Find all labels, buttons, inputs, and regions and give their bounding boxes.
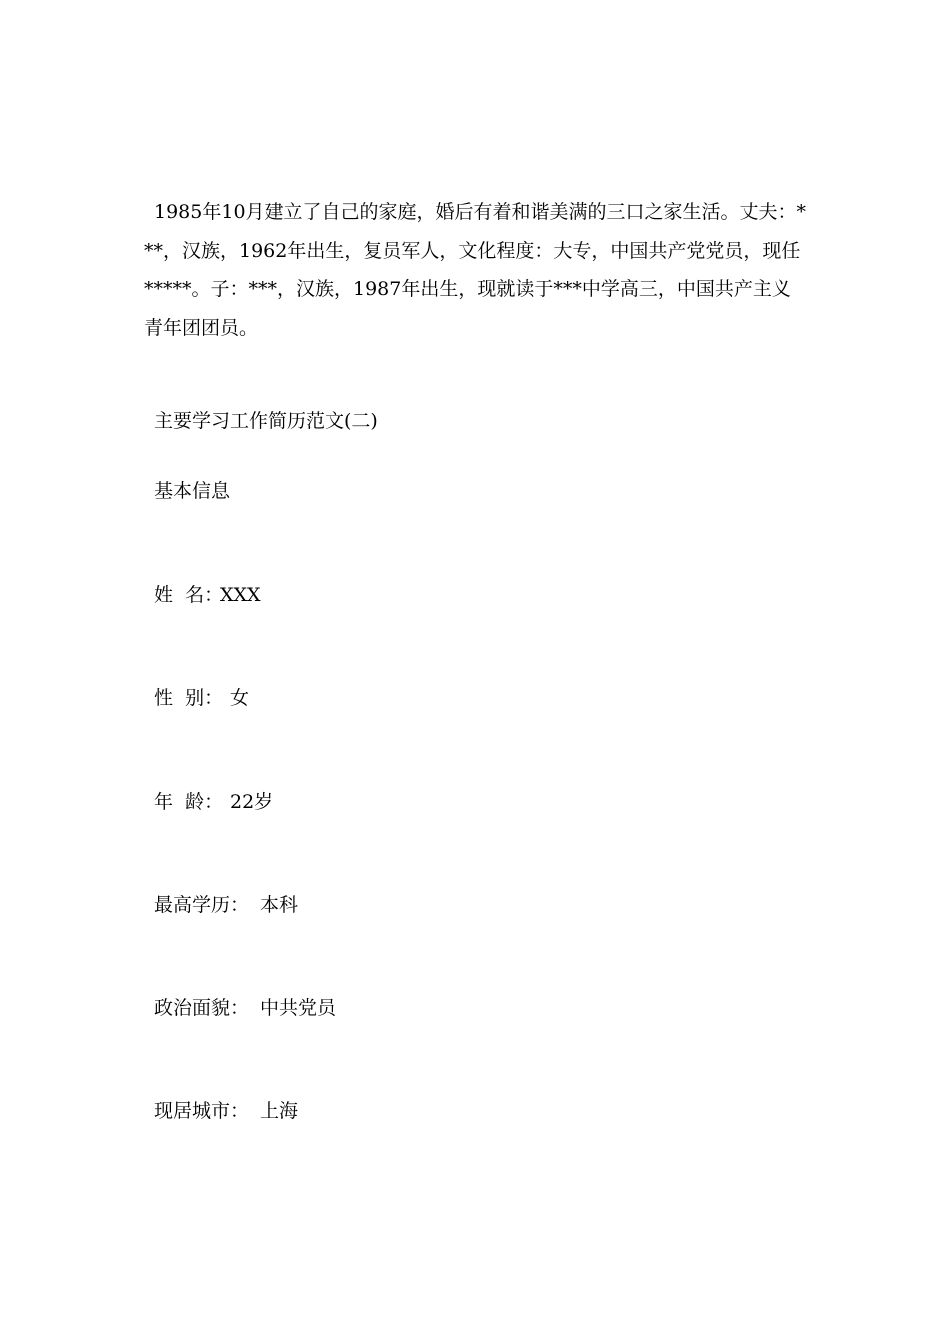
field-gender bbox=[154, 685, 249, 711]
field-political-status bbox=[154, 995, 336, 1021]
field-label: 姓 名： bbox=[154, 584, 224, 606]
field-value: 上海 bbox=[260, 1100, 299, 1122]
section-subtitle: 基本信息 bbox=[154, 480, 231, 502]
field-value: XXX bbox=[220, 584, 261, 606]
section-title: 主要学习工作简历范文(二) bbox=[154, 410, 378, 432]
field-city bbox=[154, 1098, 298, 1124]
field-label: 年 龄： bbox=[154, 791, 224, 813]
field-value: 22岁 bbox=[230, 791, 274, 813]
field-label: 最高学历： bbox=[154, 894, 250, 916]
field-value: 本科 bbox=[260, 894, 299, 916]
paragraph-line: **，汉族，1962年出生，复员军人，文化程度：大专，中国共产党党员，现任 bbox=[144, 239, 801, 262]
field-label: 现居城市： bbox=[154, 1100, 250, 1122]
paragraph-line: *****。子：***，汉族，1987年出生，现就读于***中学高三，中国共产主义 bbox=[144, 278, 791, 300]
paragraph-line: 1985年10月建立了自己的家庭，婚后有着和谐美满的三口之家生活。丈夫：* bbox=[154, 201, 807, 223]
field-name bbox=[154, 582, 261, 608]
family-paragraph bbox=[144, 193, 810, 347]
paragraph-line: 青年团团员。 bbox=[144, 316, 259, 339]
field-education bbox=[154, 892, 298, 918]
field-age bbox=[154, 789, 273, 815]
field-value: 中共党员 bbox=[260, 997, 337, 1019]
field-label: 政治面貌： bbox=[154, 997, 250, 1019]
field-value: 女 bbox=[230, 687, 250, 709]
field-label: 性 别： bbox=[154, 687, 224, 709]
